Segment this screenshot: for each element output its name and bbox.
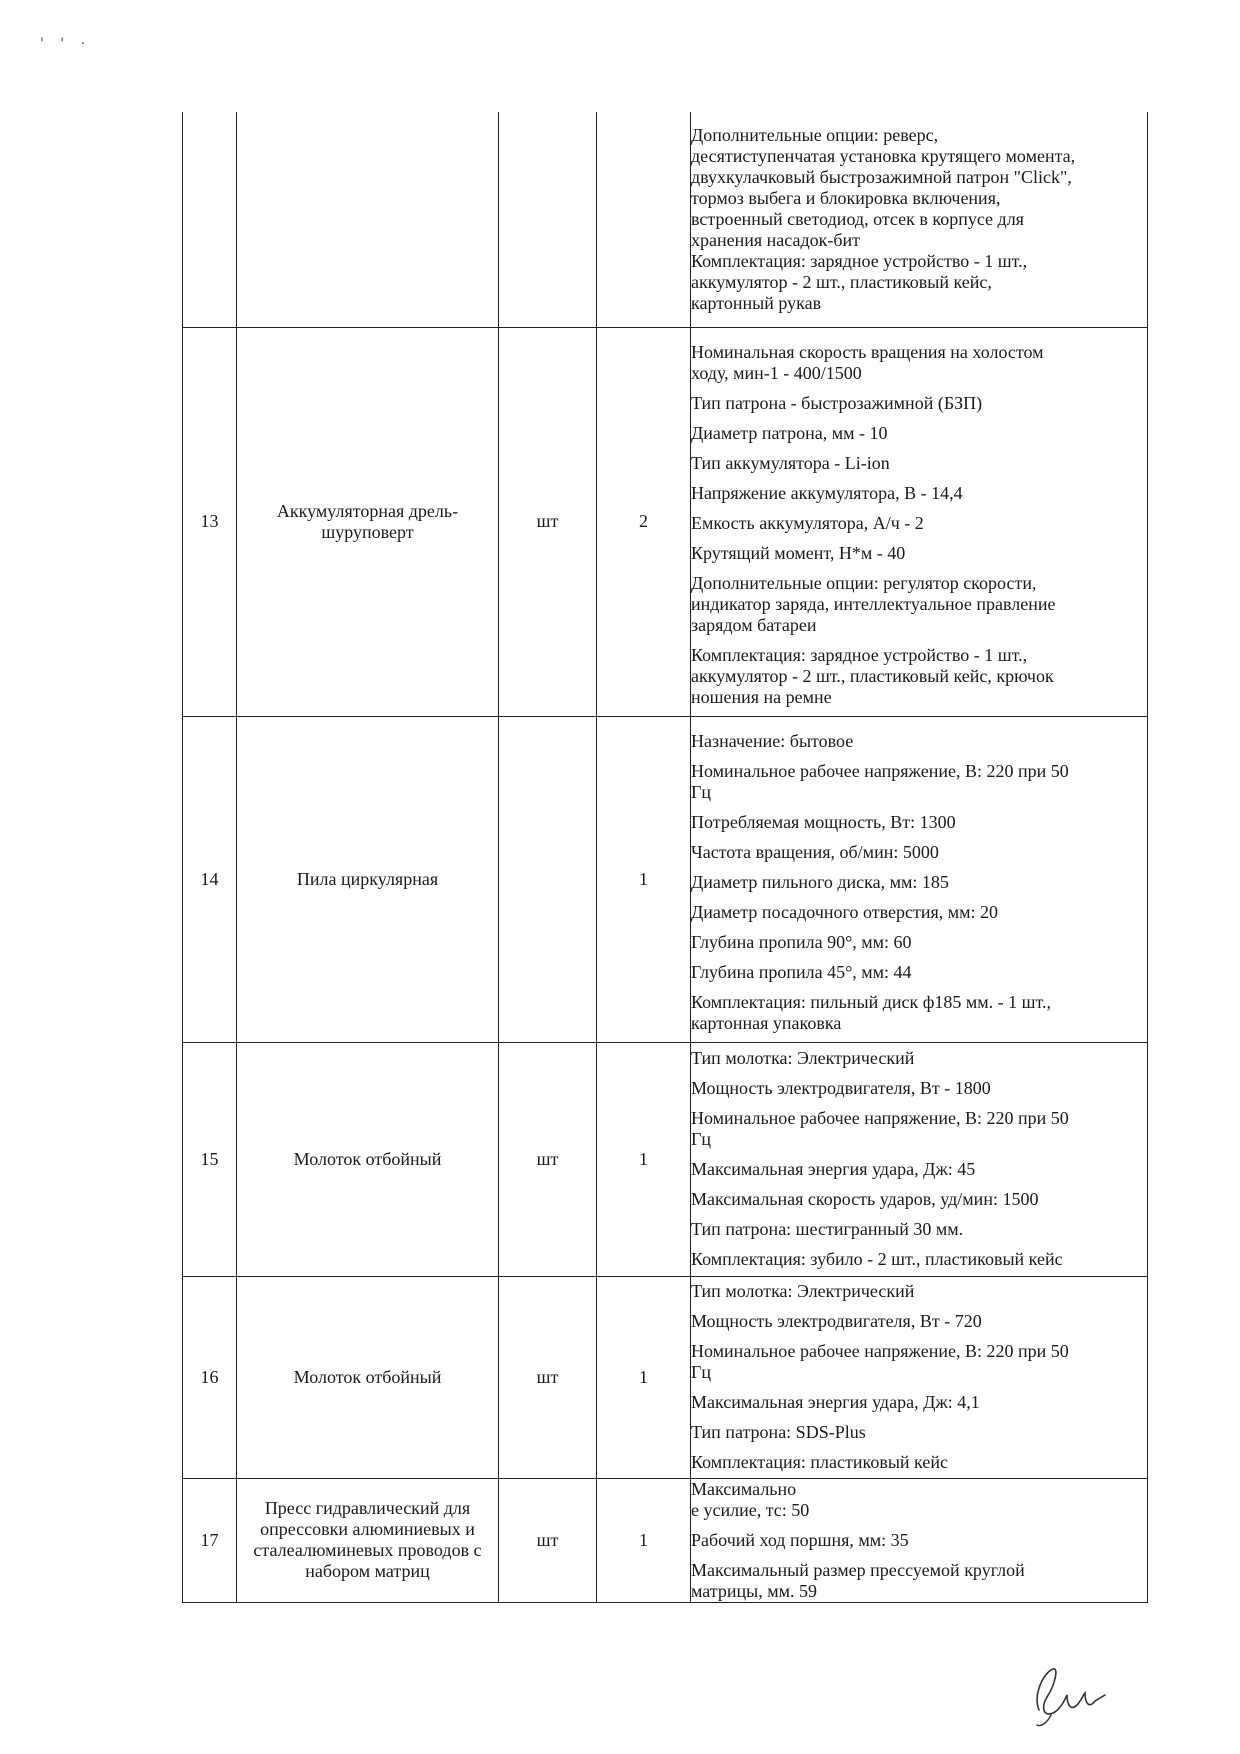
spec-line: Комплектация: зубило - 2 шт., пластиковый кейс (691, 1249, 1063, 1269)
handwritten-signature (1025, 1655, 1115, 1730)
item-name-cell: Аккумуляторная дрель-шуруповерт (237, 327, 499, 716)
spec-line: десятиступенчатая установка крутящего момента, (691, 145, 1076, 166)
spec-line: Тип патрона: SDS-Plus (691, 1422, 866, 1442)
item-number-cell: 16 (183, 1276, 237, 1478)
specification-table (182, 112, 1148, 1603)
item-unit-cell: шт (499, 1042, 597, 1276)
spec-line: Комплектация: пильный диск ф185 мм. - 1 шт., (691, 991, 1052, 1012)
item-name-cell: Пресс гидравлический для опрессовки алюминиевых и сталеалюминевых проводов с набором матриц (237, 1478, 499, 1602)
table-row (183, 1042, 1148, 1276)
spec-line: Мощность электродвигателя, Вт - 1800 (691, 1078, 991, 1098)
item-quantity-cell (597, 112, 691, 327)
item-spec-cell (691, 1478, 1148, 1602)
spec-line: Тип аккумулятора - Li-ion (691, 452, 890, 473)
spec-line: Максимальная скорость ударов, уд/мин: 1500 (691, 1189, 1039, 1209)
item-spec-cell (691, 1042, 1148, 1276)
item-unit-cell (499, 112, 597, 327)
spec-line: Комплектация: зарядное устройство - 1 шт., (691, 644, 1028, 665)
spec-line: Рабочий ход поршня, мм: 35 (691, 1529, 909, 1550)
spec-line: Тип патрона - быстрозажимной (БЗП) (691, 392, 983, 413)
spec-line: Дополнительные опции: реверс, (691, 124, 939, 145)
spec-line: е усилие, тс: 50 (691, 1499, 810, 1520)
item-number-cell: 15 (183, 1042, 237, 1276)
spec-line: Дополнительные опции: регулятор скорости, (691, 572, 1037, 593)
spec-line: Максимальная энергия удара, Дж: 45 (691, 1159, 976, 1179)
spec-line: Номинальное рабочее напряжение, В: 220 при 50 (691, 1108, 1069, 1128)
spec-line: Диаметр пильного диска, мм: 185 (691, 871, 949, 892)
item-number-cell: 13 (183, 327, 237, 716)
spec-line: Номинальное рабочее напряжение, В: 220 при 50 (691, 760, 1069, 781)
spec-line: матрицы, мм. 59 (691, 1580, 818, 1601)
spec-line: двухкулачковый быстрозажимной патрон "Click", (691, 166, 1072, 187)
spec-line: Диаметр посадочного отверстия, мм: 20 (691, 901, 999, 922)
spec-line: аккумулятор - 2 шт., пластиковый кейс, крючок (691, 665, 1054, 686)
item-name-cell: Молоток отбойный (237, 1042, 499, 1276)
item-quantity-cell: 2 (597, 327, 691, 716)
item-unit-cell: шт (499, 1276, 597, 1478)
spec-line: Тип молотка: Электрический (691, 1048, 915, 1068)
spec-line: Назначение: бытовое (691, 730, 854, 751)
spec-line: Максимально (691, 1478, 797, 1499)
item-quantity-cell: 1 (597, 1276, 691, 1478)
spec-line: Гц (691, 1129, 712, 1149)
spec-line: Частота вращения, об/мин: 5000 (691, 841, 939, 862)
item-unit-cell: шт (499, 1478, 597, 1602)
table-row (183, 716, 1148, 1042)
item-number-cell: 17 (183, 1478, 237, 1602)
spec-line: Тип патрона: шестигранный 30 мм. (691, 1219, 964, 1239)
spec-line: аккумулятор - 2 шт., пластиковый кейс, (691, 271, 992, 292)
spec-line: Емкость аккумулятора, А/ч - 2 (691, 512, 924, 533)
spec-line: Гц (691, 1362, 712, 1382)
spec-line: Мощность электродвигателя, Вт - 720 (691, 1311, 982, 1331)
spec-line: зарядом батареи (691, 614, 817, 635)
table-row (183, 1276, 1148, 1478)
table-row (183, 112, 1148, 327)
item-quantity-cell: 1 (597, 716, 691, 1042)
item-name-cell: Пила циркулярная (237, 716, 499, 1042)
spec-line: ходу, мин-1 - 400/1500 (691, 362, 862, 383)
spec-line: Комплектация: пластиковый кейс (691, 1452, 948, 1472)
item-number-cell: 14 (183, 716, 237, 1042)
spec-line: индикатор заряда, интеллектуальное правление (691, 593, 1056, 614)
table-row (183, 1478, 1148, 1602)
table-row (183, 327, 1148, 716)
item-name-cell (237, 112, 499, 327)
spec-line: Комплектация: зарядное устройство - 1 шт., (691, 250, 1028, 271)
item-spec-cell (691, 112, 1148, 327)
spec-line: Максимальная энергия удара, Дж: 4,1 (691, 1392, 980, 1412)
scan-artifact-marks: ' ' · (40, 36, 92, 52)
spec-line: Номинальная скорость вращения на холостом (691, 341, 1044, 362)
spec-line: картонный рукав (691, 292, 822, 313)
item-number-cell (183, 112, 237, 327)
spec-line: Потребляемая мощность, Вт: 1300 (691, 811, 956, 832)
spec-line: Максимальный размер прессуемой круглой (691, 1559, 1025, 1580)
spec-line: Диаметр патрона, мм - 10 (691, 422, 888, 443)
spec-line: Номинальное рабочее напряжение, В: 220 при 50 (691, 1341, 1069, 1361)
spec-line: хранения насадок-бит (691, 229, 861, 250)
item-unit-cell: шт (499, 327, 597, 716)
item-unit-cell (499, 716, 597, 1042)
spec-line: ношения на ремне (691, 686, 832, 707)
spec-line: встроенный светодиод, отсек в корпусе для (691, 208, 1024, 229)
spec-line: картонная упаковка (691, 1012, 842, 1033)
item-spec-cell (691, 716, 1148, 1042)
item-quantity-cell: 1 (597, 1042, 691, 1276)
spec-line: Глубина пропила 45°, мм: 44 (691, 961, 912, 982)
spec-line: Гц (691, 781, 712, 802)
spec-line: Крутящий момент, Н*м - 40 (691, 542, 906, 563)
item-spec-cell (691, 327, 1148, 716)
spec-line: тормоз выбега и блокировка включения, (691, 187, 1001, 208)
item-name-cell: Молоток отбойный (237, 1276, 499, 1478)
spec-line: Напряжение аккумулятора, В - 14,4 (691, 482, 963, 503)
item-spec-cell (691, 1276, 1148, 1478)
spec-line: Глубина пропила 90°, мм: 60 (691, 931, 912, 952)
spec-line: Тип молотка: Электрический (691, 1281, 915, 1301)
item-quantity-cell: 1 (597, 1478, 691, 1602)
